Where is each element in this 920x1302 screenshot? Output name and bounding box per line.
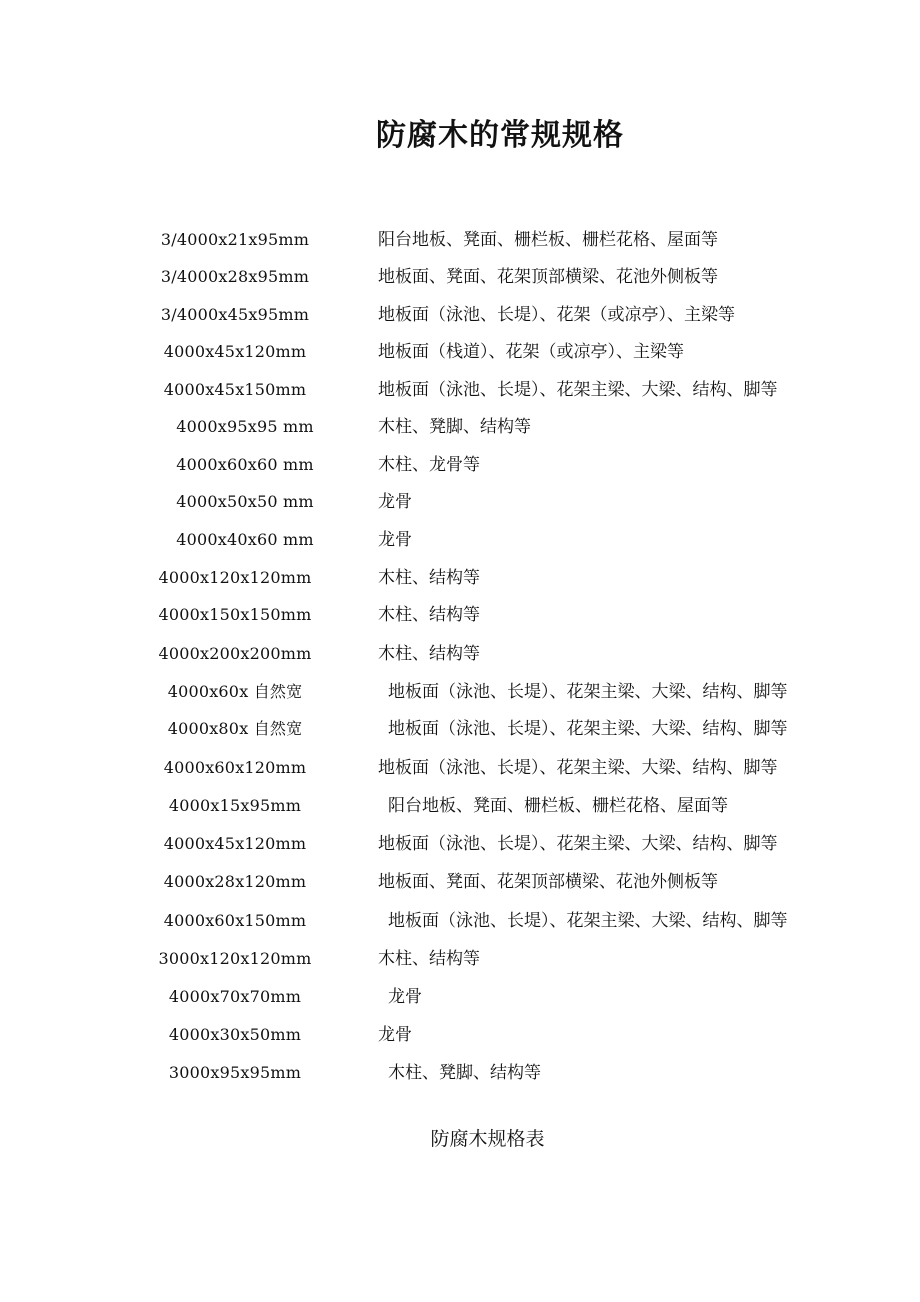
spec-size: 4000x60x 自然宽 [167, 682, 303, 701]
spec-size: 4000x45x120mm [163, 834, 307, 853]
spec-size: 3/4000x28x95mm [160, 267, 310, 286]
spec-use: 地板面（栈道）、花架（或凉亭）、主梁等 [378, 342, 684, 362]
spec-use: 木柱、凳脚、结构等 [378, 417, 531, 437]
spec-use: 地板面（泳池、长堤）、花架主梁、大梁、结构、脚等 [388, 911, 788, 931]
spec-use: 地板面、凳面、花架顶部横梁、花池外侧板等 [378, 267, 718, 287]
spec-size: 4000x200x200mm [158, 644, 312, 663]
spec-size: 4000x60x120mm [163, 758, 307, 777]
spec-size: 3000x120x120mm [158, 949, 312, 968]
spec-size: 4000x30x50mm [168, 1025, 302, 1044]
spec-use: 木柱、凳脚、结构等 [388, 1063, 541, 1083]
spec-size: 4000x70x70mm [168, 987, 302, 1006]
spec-use: 地板面（泳池、长堤）、花架（或凉亭）、主梁等 [378, 305, 735, 325]
spec-size: 4000x50x50 mm [176, 492, 314, 511]
spec-use: 龙骨 [378, 1025, 412, 1045]
spec-size: 4000x45x120mm [163, 342, 307, 361]
spec-size: 4000x28x120mm [163, 872, 307, 891]
spec-size: 3/4000x21x95mm [160, 230, 310, 249]
spec-size: 3000x95x95mm [168, 1063, 302, 1082]
spec-size: 4000x45x150mm [163, 380, 307, 399]
spec-use: 地板面（泳池、长堤）、花架主梁、大梁、结构、脚等 [378, 758, 778, 778]
spec-use: 木柱、结构等 [378, 644, 480, 664]
spec-size: 4000x15x95mm [168, 796, 302, 815]
spec-size: 4000x120x120mm [158, 568, 312, 587]
spec-size: 4000x95x95 mm [176, 417, 314, 436]
spec-size: 4000x80x 自然宽 [167, 719, 303, 738]
spec-use: 地板面（泳池、长堤）、花架主梁、大梁、结构、脚等 [378, 380, 778, 400]
spec-use: 龙骨 [388, 987, 422, 1007]
spec-use: 木柱、龙骨等 [378, 455, 480, 475]
spec-size: 3/4000x45x95mm [160, 305, 310, 324]
spec-use: 龙骨 [378, 492, 412, 512]
table-caption: 防腐木规格表 [430, 1128, 545, 1150]
spec-use: 地板面（泳池、长堤）、花架主梁、大梁、结构、脚等 [388, 682, 788, 702]
spec-use: 地板面（泳池、长堤）、花架主梁、大梁、结构、脚等 [388, 719, 788, 739]
spec-use: 木柱、结构等 [378, 568, 480, 588]
spec-use: 木柱、结构等 [378, 949, 480, 969]
spec-size: 4000x40x60 mm [176, 530, 314, 549]
spec-size: 4000x150x150mm [158, 605, 312, 624]
spec-use: 地板面（泳池、长堤）、花架主梁、大梁、结构、脚等 [378, 834, 778, 854]
spec-use: 龙骨 [378, 530, 412, 550]
spec-size: 4000x60x60 mm [176, 455, 314, 474]
spec-use: 阳台地板、凳面、栅栏板、栅栏花格、屋面等 [388, 796, 728, 816]
page-title: 防腐木的常规规格 [376, 118, 624, 153]
spec-size: 4000x60x150mm [163, 911, 307, 930]
spec-use: 地板面、凳面、花架顶部横梁、花池外侧板等 [378, 872, 718, 892]
spec-use: 阳台地板、凳面、栅栏板、栅栏花格、屋面等 [378, 230, 718, 250]
spec-use: 木柱、结构等 [378, 605, 480, 625]
